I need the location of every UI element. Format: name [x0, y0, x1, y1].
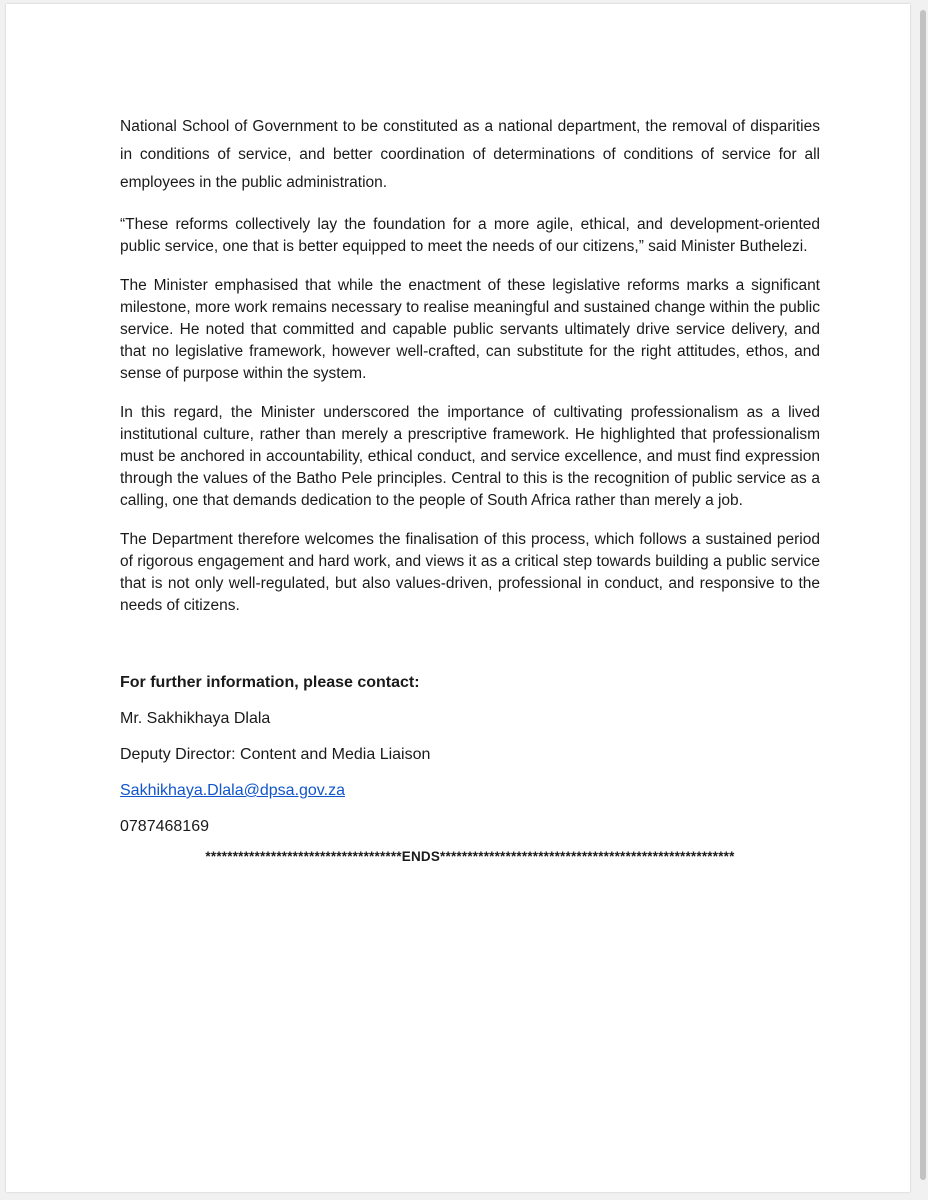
paragraph-2: “These reforms collectively lay the foundation for a more agile, ethical, and development-oriented public service, one that is better equipped to meet the needs of our citizens,” said Minister Buthelezi. [120, 216, 820, 255]
contact-phone: 0787468169 [120, 818, 209, 835]
contact-title: Deputy Director: Content and Media Liaison [120, 746, 431, 763]
vertical-scrollbar[interactable] [918, 0, 928, 1200]
document-body [120, 113, 820, 867]
paragraph-5: The Department therefore welcomes the finalisation of this process, which follows a sustained period of rigorous engagement and hard work, and views it as a critical step towards building a public service that is not only well-regulated, but also values-driven, professional in conduct, and responsive to the needs of citizens. [120, 531, 820, 614]
contact-email-line [120, 765, 820, 801]
paragraph-3: The Minister emphasised that while the enactment of these legislative reforms marks a significant milestone, more work remains necessary to realise meaningful and sustained change within the public service. He noted that committed and capable public servants ultimately drive service delivery, and that no legislative framework, however well-crafted, can substitute for the right attitudes, ethos, and sense of purpose within the system. [120, 277, 820, 382]
contact-email-link[interactable]: Sakhikhaya.Dlala@dpsa.gov.za [120, 782, 345, 799]
paragraph-1: National School of Government to be constituted as a national department, the removal of disparities in conditions of service, and better coordination of determinations of conditions of service for all employees in the public administration. [120, 118, 820, 191]
ends-marker: ************************************ENDS****************************************************** [205, 849, 735, 864]
contact-heading: For further information, please contact: [120, 674, 420, 691]
scrollbar-thumb[interactable] [920, 10, 926, 1180]
document-page [6, 4, 910, 1192]
contact-name: Mr. Sakhikhaya Dlala [120, 710, 271, 727]
paragraph-4: In this regard, the Minister underscored the importance of cultivating professionalism as a lived institutional culture, rather than merely a prescriptive framework. He highlighted that professionalism must be anchored in accountability, ethical conduct, and service excellence, and must find expression through the values of the Batho Pele principles. Central to this is the recognition of public service as a calling, one that demands dedication to the people of South Africa rather than merely a job. [120, 404, 820, 509]
